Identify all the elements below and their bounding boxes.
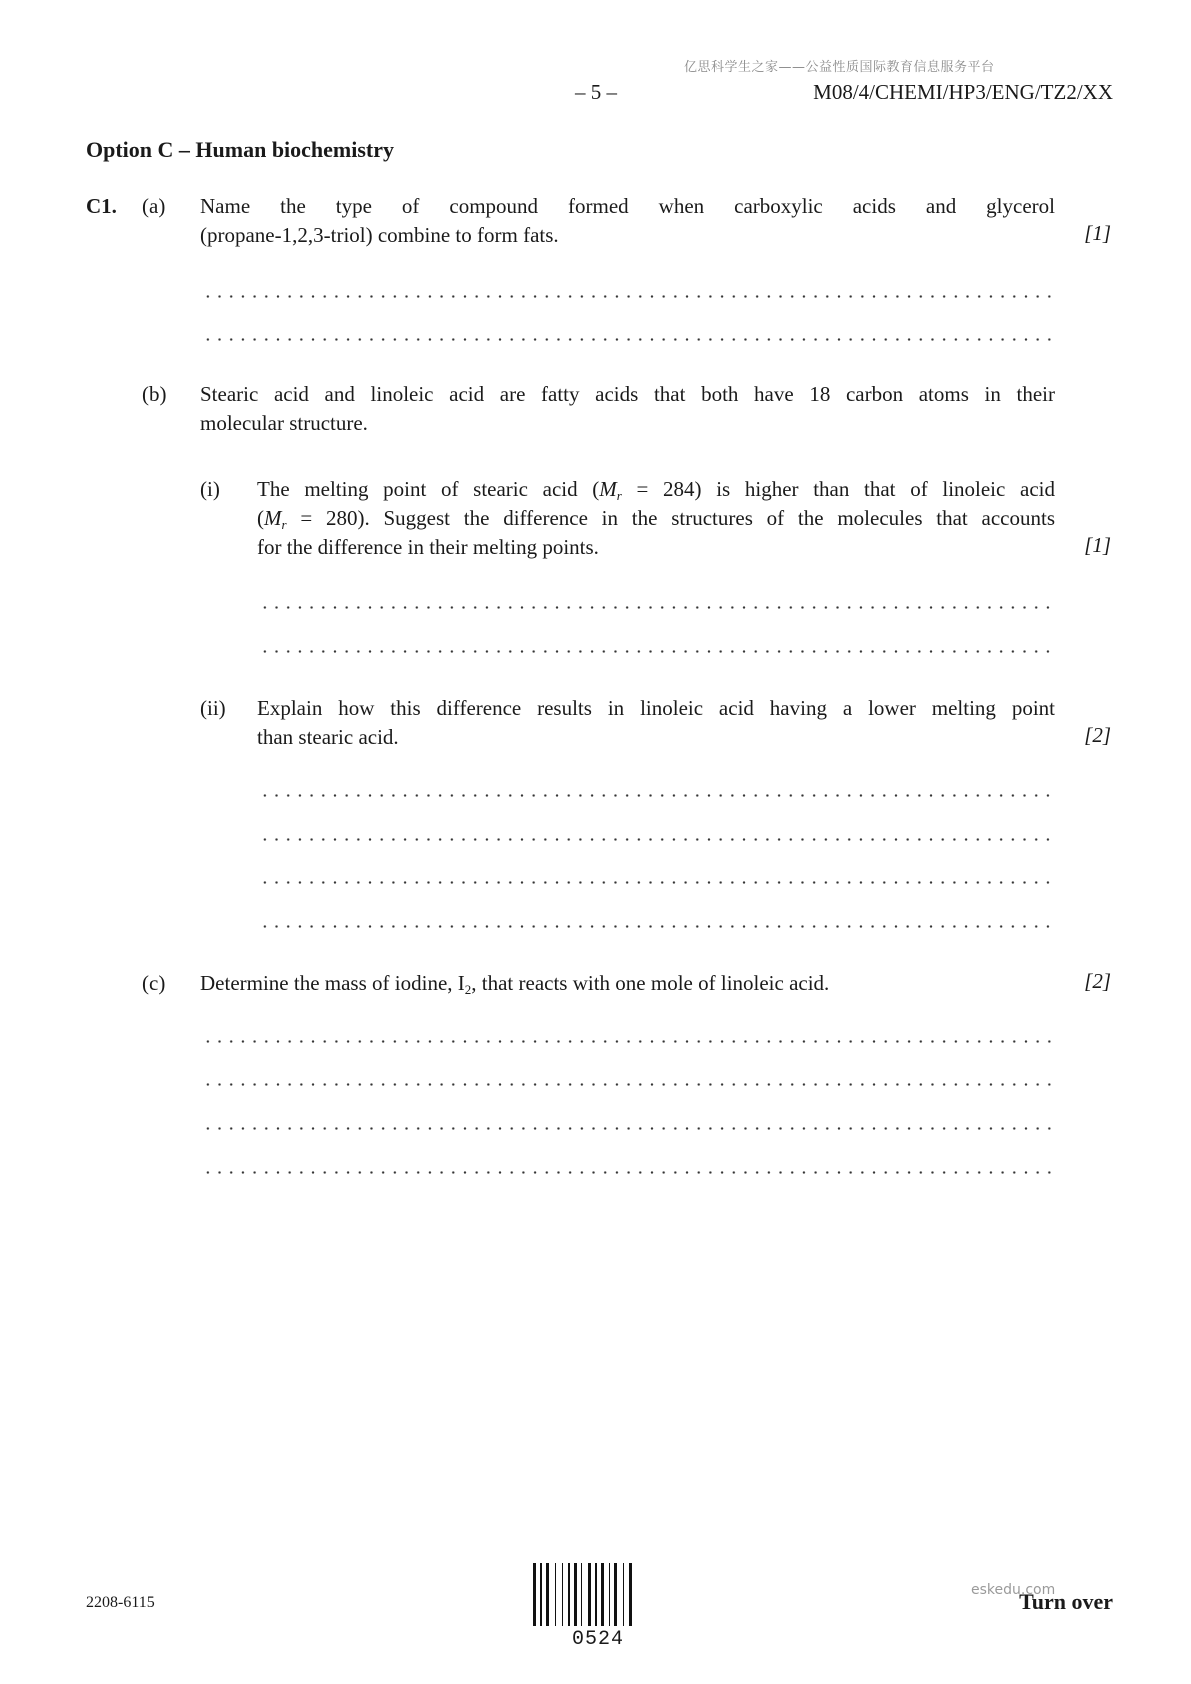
text-fragment: = 280). Suggest the difference in the structures of the molecules that accounts xyxy=(286,506,1055,530)
part-b-i-line-2 xyxy=(257,504,1055,533)
answer-line[interactable] xyxy=(200,1171,1055,1174)
part-c-question xyxy=(200,969,829,998)
barcode-bar xyxy=(574,1563,577,1626)
part-b-i-line-1 xyxy=(257,475,1055,504)
part-b-intro xyxy=(200,380,1055,438)
barcode-bar xyxy=(546,1563,549,1626)
mr-subscript: r xyxy=(281,517,287,532)
part-b-ii-label: (ii) xyxy=(200,696,226,720)
barcode-bar xyxy=(629,1563,632,1626)
part-c-label: (c) xyxy=(142,971,166,995)
barcode-bar xyxy=(562,1563,563,1626)
part-a-line-1: Name the type of compound formed when carboxylic acids and glycerol xyxy=(200,194,1055,218)
part-b-line-2: molecular structure. xyxy=(200,411,368,435)
part-b-ii-mark: [2] xyxy=(1084,723,1111,747)
turn-over-label: Turn over xyxy=(1019,1589,1113,1614)
mr-symbol: M xyxy=(599,477,617,501)
part-b-i-line-3: for the difference in their melting points. xyxy=(257,535,599,559)
part-c-mark: [2] xyxy=(1084,969,1111,993)
answer-line[interactable] xyxy=(200,295,1055,298)
part-b-i-question xyxy=(257,475,1055,562)
barcode-bar xyxy=(601,1563,604,1626)
mr-symbol: M xyxy=(264,506,282,530)
site-watermark: eskedu.com xyxy=(971,1582,1056,1598)
part-a-label: (a) xyxy=(142,194,166,218)
answer-line[interactable] xyxy=(257,881,1055,884)
part-b-i-mark: [1] xyxy=(1084,533,1111,557)
answer-line[interactable] xyxy=(257,650,1055,653)
text-fragment: = 284) is higher than that of linoleic acid xyxy=(621,477,1055,501)
barcode-bar xyxy=(609,1563,610,1626)
barcode-bar xyxy=(533,1563,536,1626)
barcode-bar xyxy=(623,1563,624,1626)
question-number: C1. xyxy=(86,194,117,218)
barcode-bar xyxy=(581,1563,582,1626)
part-a-mark: [1] xyxy=(1084,221,1111,245)
barcode-bar xyxy=(588,1563,591,1626)
barcode-bar xyxy=(540,1563,542,1626)
footer-code: 2208-6115 xyxy=(86,1594,155,1611)
barcode-bar xyxy=(614,1563,617,1626)
watermark-text: 亿思科学生之家——公益性质国际教育信息服务平台 xyxy=(684,60,995,75)
barcode-image xyxy=(533,1563,665,1626)
answer-line[interactable] xyxy=(200,1040,1055,1043)
barcode-number: 0524 xyxy=(572,1628,625,1651)
answer-line[interactable] xyxy=(257,606,1055,609)
part-b-label: (b) xyxy=(142,382,167,406)
text-fragment: ( xyxy=(257,506,264,530)
part-b-ii-line-1: Explain how this difference results in linoleic acid having a lower melting point xyxy=(257,696,1055,720)
page-number: – 5 – xyxy=(575,80,617,104)
part-b-ii-line-2: than stearic acid. xyxy=(257,725,399,749)
barcode-bar xyxy=(555,1563,556,1626)
text-fragment: The melting point of stearic acid ( xyxy=(257,477,600,501)
barcode-bar xyxy=(595,1563,597,1626)
part-a-line-2: (propane-1,2,3-triol) combine to form fats. xyxy=(200,223,559,247)
iodine-subscript: 2 xyxy=(464,982,472,997)
barcode-bar xyxy=(568,1563,570,1626)
part-a-question xyxy=(200,192,1055,250)
answer-line[interactable] xyxy=(257,838,1055,841)
text-fragment: Determine the mass of iodine, I xyxy=(200,971,465,995)
mr-subscript: r xyxy=(616,488,622,503)
answer-line[interactable] xyxy=(257,925,1055,928)
part-b-line-1: Stearic acid and linoleic acid are fatty acids that both have 18 carbon atoms in their xyxy=(200,382,1055,406)
answer-line[interactable] xyxy=(200,1083,1055,1086)
option-title: Option C – Human biochemistry xyxy=(86,137,395,162)
part-b-i-label: (i) xyxy=(200,477,220,501)
answer-line[interactable] xyxy=(257,794,1055,797)
part-b-ii-question xyxy=(257,694,1055,752)
answer-line[interactable] xyxy=(200,1127,1055,1130)
paper-code: M08/4/CHEMI/HP3/ENG/TZ2/XX xyxy=(813,80,1113,104)
answer-line[interactable] xyxy=(200,338,1055,341)
text-fragment: , that reacts with one mole of linoleic acid. xyxy=(471,971,830,995)
